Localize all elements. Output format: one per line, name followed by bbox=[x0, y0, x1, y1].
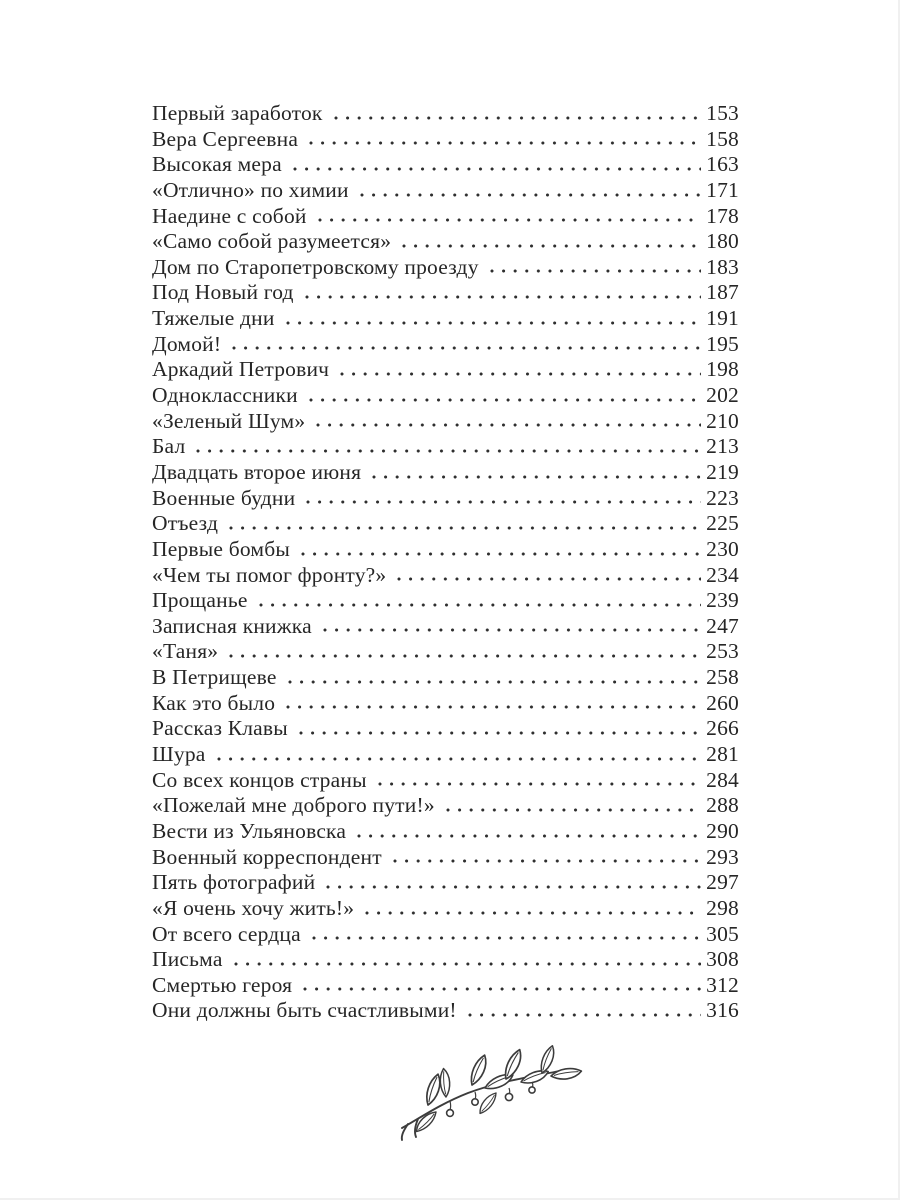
toc-row bbox=[152, 152, 739, 178]
dot-leader bbox=[397, 577, 701, 581]
toc-entry-page: 202 bbox=[706, 383, 739, 408]
toc-entry-page: 293 bbox=[706, 844, 739, 869]
dot-leader bbox=[259, 603, 702, 607]
toc-row bbox=[152, 922, 739, 948]
toc-row bbox=[152, 178, 739, 204]
toc-entry-title: Военный корреспондент bbox=[152, 844, 382, 869]
toc-row bbox=[152, 101, 739, 127]
toc-row bbox=[152, 614, 739, 640]
toc-entry-title: В Петрищеве bbox=[152, 665, 277, 690]
toc-entry-title: Письма bbox=[152, 947, 223, 972]
dot-leader bbox=[229, 526, 701, 530]
toc-entry-page: 288 bbox=[706, 793, 739, 818]
dot-leader bbox=[446, 808, 701, 812]
toc-entry-title: Записная книжка bbox=[152, 613, 312, 638]
toc-row bbox=[152, 973, 739, 999]
dot-leader bbox=[305, 295, 701, 299]
toc-entry-title: Одноклассники bbox=[152, 383, 298, 408]
dot-leader bbox=[326, 885, 701, 889]
toc-row bbox=[152, 486, 739, 512]
dot-leader bbox=[318, 218, 702, 222]
toc-entry-page: 191 bbox=[706, 306, 739, 331]
dot-leader bbox=[357, 834, 701, 838]
toc-entry-page: 239 bbox=[706, 588, 739, 613]
dot-leader bbox=[360, 193, 701, 197]
toc-entry-page: 183 bbox=[706, 254, 739, 279]
toc-row bbox=[152, 793, 739, 819]
toc-row bbox=[152, 204, 739, 230]
dot-leader bbox=[393, 859, 701, 863]
toc-entry-page: 163 bbox=[706, 152, 739, 177]
toc-row bbox=[152, 409, 739, 435]
toc-row bbox=[152, 665, 739, 691]
toc-entry-title: Прощанье bbox=[152, 588, 248, 613]
dot-leader bbox=[306, 500, 701, 504]
toc-row bbox=[152, 332, 739, 358]
toc-entry-page: 316 bbox=[706, 998, 739, 1023]
toc-list bbox=[152, 101, 739, 1024]
dot-leader bbox=[301, 552, 701, 556]
toc-entry-page: 213 bbox=[706, 434, 739, 459]
toc-entry-title: Бал bbox=[152, 434, 186, 459]
toc-entry-page: 281 bbox=[706, 742, 739, 767]
dot-leader bbox=[334, 116, 702, 120]
toc-entry-page: 308 bbox=[706, 947, 739, 972]
toc-entry-title: «Зеленый Шум» bbox=[152, 408, 306, 433]
toc-entry-page: 260 bbox=[706, 690, 739, 715]
toc-entry-title: «Я очень хочу жить!» bbox=[152, 895, 355, 920]
dot-leader bbox=[365, 911, 701, 915]
toc-row bbox=[152, 127, 739, 153]
dot-leader bbox=[309, 141, 701, 145]
toc-entry-page: 298 bbox=[706, 895, 739, 920]
toc-row bbox=[152, 870, 739, 896]
toc-entry-page: 234 bbox=[706, 562, 739, 587]
dot-leader bbox=[299, 731, 701, 735]
toc-entry-title: Наедине с собой bbox=[152, 203, 307, 228]
dot-leader bbox=[312, 936, 701, 940]
dot-leader bbox=[490, 269, 701, 273]
toc-row bbox=[152, 306, 739, 332]
toc-entry-title: «Отлично» по химии bbox=[152, 177, 349, 202]
toc-entry-title: «Само собой разумеется» bbox=[152, 229, 392, 254]
dot-leader bbox=[323, 628, 701, 632]
toc-entry-title: «Пожелай мне доброго пути!» bbox=[152, 793, 435, 818]
toc-entry-page: 153 bbox=[706, 101, 739, 125]
toc-entry-page: 210 bbox=[706, 408, 739, 433]
toc-entry-page: 297 bbox=[706, 870, 739, 895]
toc-entry-title: Аркадий Петрович bbox=[152, 357, 330, 382]
dot-leader bbox=[217, 757, 702, 761]
toc-entry-title: Первый заработок bbox=[152, 101, 323, 125]
toc-entry-page: 195 bbox=[706, 331, 739, 356]
toc-row bbox=[152, 588, 739, 614]
toc-entry-title: Как это было bbox=[152, 690, 276, 715]
dot-leader bbox=[316, 423, 701, 427]
toc-entry-title: Шура bbox=[152, 742, 206, 767]
toc-entry-page: 219 bbox=[706, 459, 739, 484]
dot-leader bbox=[232, 346, 701, 350]
toc-entry-page: 258 bbox=[706, 665, 739, 690]
toc-entry-title: Отъезд bbox=[152, 511, 219, 536]
toc-row bbox=[152, 819, 739, 845]
toc-entry-page: 187 bbox=[706, 280, 739, 305]
dot-leader bbox=[378, 782, 701, 786]
toc-entry-page: 158 bbox=[706, 126, 739, 151]
dot-leader bbox=[286, 705, 701, 709]
dot-leader bbox=[288, 680, 702, 684]
toc-row bbox=[152, 716, 739, 742]
toc-row bbox=[152, 768, 739, 794]
toc-entry-title: Двадцать второе июня bbox=[152, 459, 362, 484]
toc-entry-page: 178 bbox=[706, 203, 739, 228]
toc-entry-title: Военные будни bbox=[152, 485, 296, 510]
dot-leader bbox=[340, 372, 701, 376]
toc-row bbox=[152, 280, 739, 306]
toc-entry-page: 312 bbox=[706, 972, 739, 997]
toc-entry-title: Дом по Старопетровскому проезду bbox=[152, 254, 479, 279]
toc-row bbox=[152, 896, 739, 922]
toc-entry-title: Высокая мера bbox=[152, 152, 282, 177]
toc-entry-page: 225 bbox=[706, 511, 739, 536]
dot-leader bbox=[402, 244, 701, 248]
toc-row bbox=[152, 511, 739, 537]
toc-entry-page: 198 bbox=[706, 357, 739, 382]
toc-entry-page: 180 bbox=[706, 229, 739, 254]
toc-row bbox=[152, 537, 739, 563]
dot-leader bbox=[286, 321, 702, 325]
dot-leader bbox=[196, 449, 701, 453]
toc-row bbox=[152, 357, 739, 383]
toc-entry-title: «Чем ты помог фронту?» bbox=[152, 562, 387, 587]
toc-row bbox=[152, 947, 739, 973]
toc-entry-title: Пять фотографий bbox=[152, 870, 316, 895]
toc-entry-title: Рассказ Клавы bbox=[152, 716, 288, 741]
branch-ornament-illustration bbox=[388, 1038, 593, 1143]
dot-leader bbox=[309, 398, 701, 402]
dot-leader bbox=[372, 475, 701, 479]
toc-entry-title: Вести из Ульяновска bbox=[152, 818, 347, 843]
toc-entry-title: Смертью героя bbox=[152, 972, 293, 997]
toc-entry-page: 247 bbox=[706, 613, 739, 638]
toc-entry-title: Тяжелые дни bbox=[152, 306, 275, 331]
toc-row bbox=[152, 998, 739, 1024]
toc-row bbox=[152, 255, 739, 281]
toc-entry-page: 266 bbox=[706, 716, 739, 741]
dot-leader bbox=[293, 167, 701, 171]
dot-leader bbox=[303, 987, 701, 991]
toc-row bbox=[152, 383, 739, 409]
toc-entry-title: «Таня» bbox=[152, 639, 219, 664]
toc-row bbox=[152, 691, 739, 717]
toc-row bbox=[152, 460, 739, 486]
toc-entry-page: 305 bbox=[706, 921, 739, 946]
toc-entry-title: Они должны быть счастливыми! bbox=[152, 998, 457, 1023]
toc-entry-page: 223 bbox=[706, 485, 739, 510]
toc-entry-page: 290 bbox=[706, 818, 739, 843]
dot-leader bbox=[468, 1013, 701, 1017]
toc-entry-title: Первые бомбы bbox=[152, 536, 291, 561]
toc-row bbox=[152, 229, 739, 255]
toc-entry-page: 230 bbox=[706, 536, 739, 561]
toc-row bbox=[152, 434, 739, 460]
toc-row bbox=[152, 845, 739, 871]
toc-entry-page: 284 bbox=[706, 767, 739, 792]
dot-leader bbox=[229, 654, 701, 658]
toc-entry-page: 171 bbox=[706, 177, 739, 202]
toc-entry-title: Вера Сергеевна bbox=[152, 126, 299, 151]
toc-entry-page: 253 bbox=[706, 639, 739, 664]
toc-entry-title: Домой! bbox=[152, 331, 222, 356]
toc-entry-title: Под Новый год bbox=[152, 280, 294, 305]
dot-leader bbox=[234, 962, 702, 966]
toc-row bbox=[152, 563, 739, 589]
toc-row bbox=[152, 639, 739, 665]
toc-row bbox=[152, 742, 739, 768]
toc-entry-title: От всего сердца bbox=[152, 921, 301, 946]
toc-entry-title: Со всех концов страны bbox=[152, 767, 367, 792]
